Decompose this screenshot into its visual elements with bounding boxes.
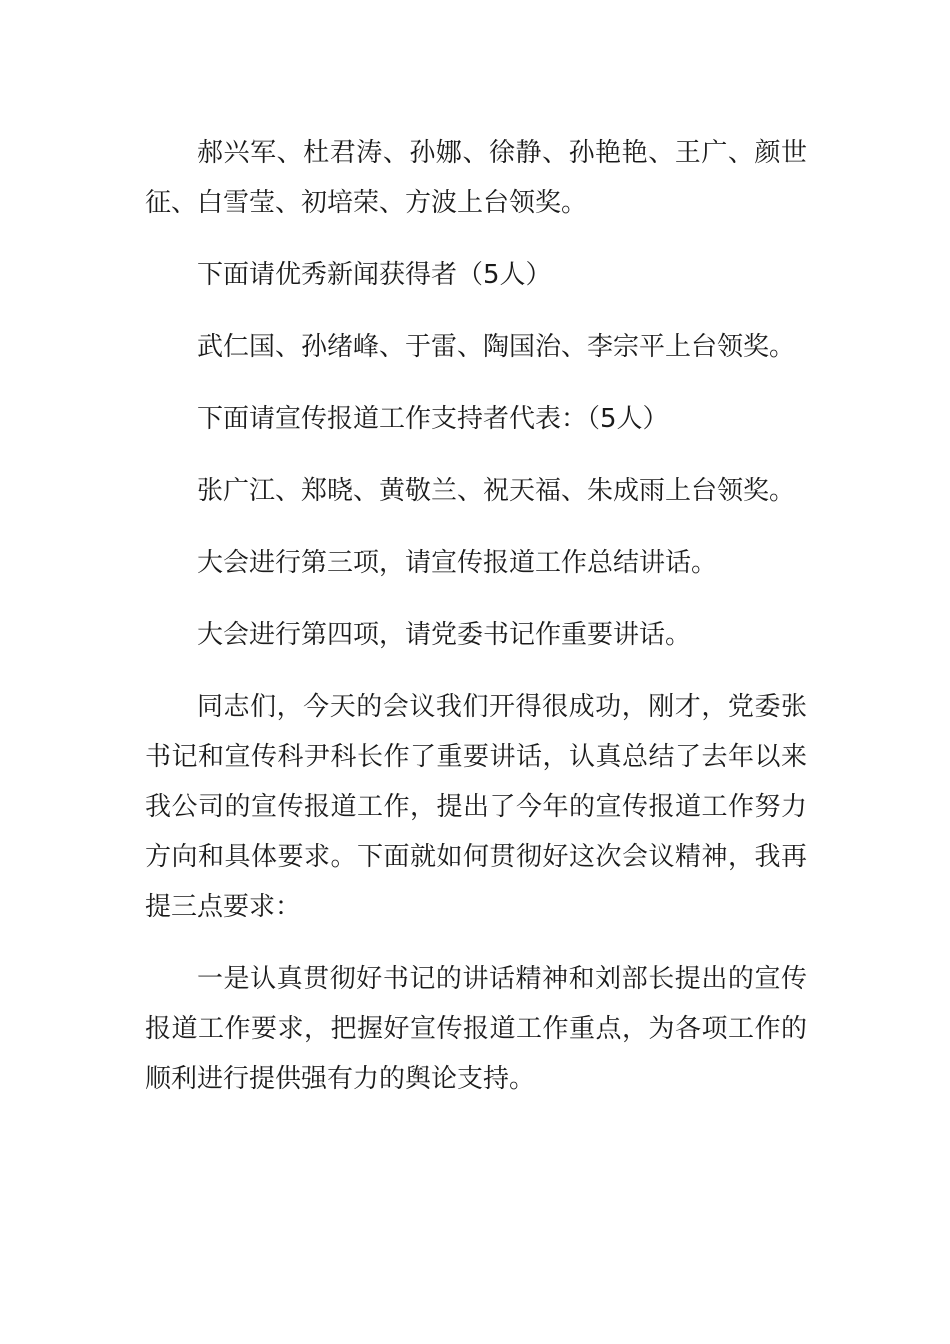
paragraph-award-list-2: 武仁国、孙绪峰、于雷、陶国治、李宗平上台领奖。 xyxy=(197,332,796,362)
paragraph-agenda-item-3: 大会进行第三项，请宣传报道工作总结讲话。 xyxy=(197,548,718,578)
paragraph-agenda-item-4: 大会进行第四项，请党委书记作重要讲话。 xyxy=(197,620,692,650)
paragraph-supporter-intro: 下面请宣传报道工作支持者代表：（5人） xyxy=(197,404,669,434)
paragraph-award-list-3: 张广江、郑晓、黄敬兰、祝天福、朱成雨上台领奖。 xyxy=(197,476,796,506)
paragraph-news-award-intro: 下面请优秀新闻获得者（5人） xyxy=(197,260,552,290)
paragraph-award-list-1: 郝兴军、杜君涛、孙娜、徐静、孙艳艳、王广、颜世征、白雪莹、初培荣、方波上台领奖。 xyxy=(145,138,807,218)
paragraph-speech-opening: 同志们，今天的会议我们开得很成功，刚才，党委张书记和宣传科尹科长作了重要讲话，认真总结了去年以来我公司的宣传报道工作，提出了今年的宣传报道工作努力方向和具体要求。下面就如何贯彻好这次会议精神，我再提三点要求： xyxy=(145,692,807,922)
document-body xyxy=(145,128,807,1126)
paragraph-requirement-1: 一是认真贯彻好书记的讲话精神和刘部长提出的宣传报道工作要求，把握好宣传报道工作重点，为各项工作的顺利进行提供强有力的舆论支持。 xyxy=(145,964,807,1094)
